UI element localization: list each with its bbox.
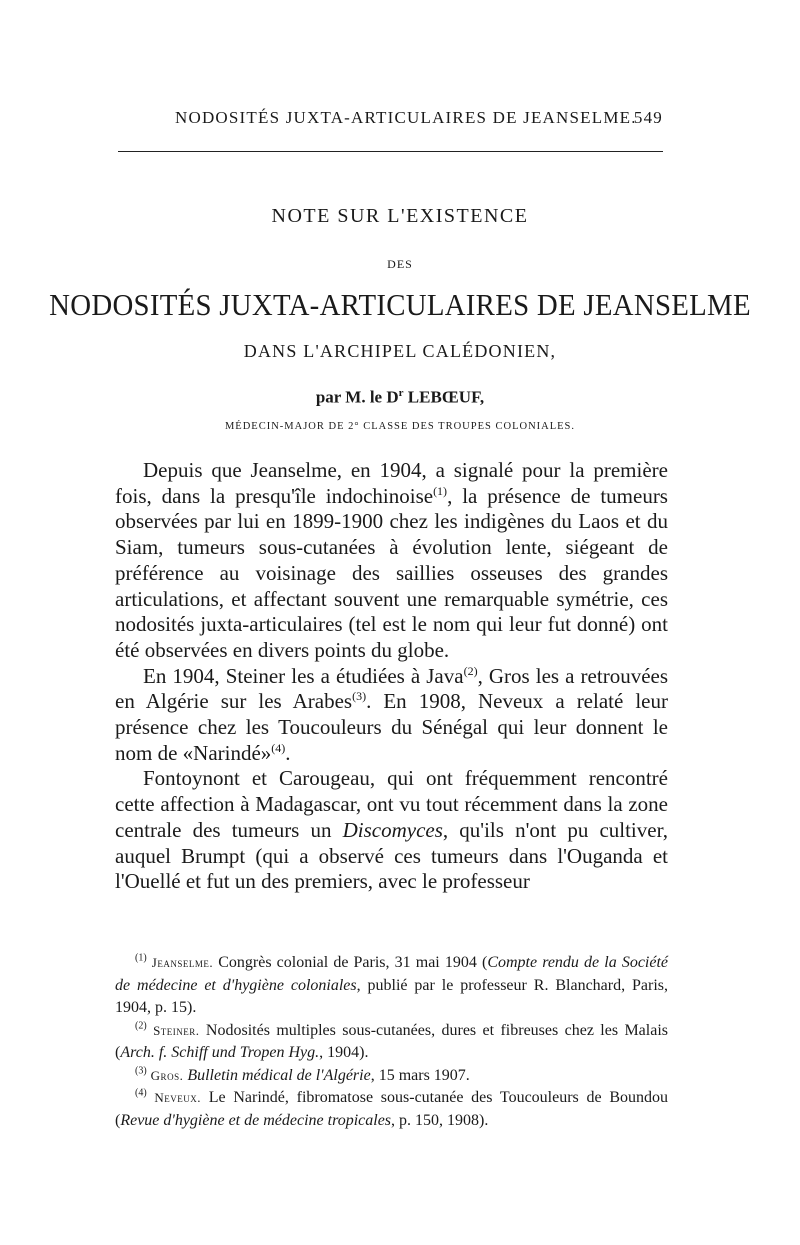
footnote-2-italic: Arch. f. Schiff und Tropen Hyg.: [120, 1044, 320, 1061]
p3-italic: Discomyces: [342, 817, 443, 842]
footnote-2-text-a: Nodosités multiples sous-cutanées, dures et fibreuses chez les Malais (: [115, 1021, 669, 1061]
footnote-1: [115, 952, 668, 1020]
running-head-title: NODOSITÉS JUXTA-ARTICULAIRES DE JEANSELME.: [175, 108, 637, 127]
footnote-3-italic: Bulletin médical de l'Algérie: [183, 1066, 371, 1084]
footnote-1-text-b: , publié par le professeur R. Blanchard, Paris, 1904, p. 15).: [115, 976, 668, 1016]
author-line: [0, 387, 800, 408]
page-number: 549: [633, 108, 663, 127]
title-line-4: DANS L'ARCHIPEL CALÉDONIEN,: [243, 341, 557, 361]
footnotes: [115, 952, 668, 1132]
footnote-3: [115, 1065, 668, 1088]
footnote-ref-4: (4): [271, 740, 286, 755]
title-line-1: NOTE SUR L'EXISTENCE: [271, 205, 529, 227]
paragraph-1: [115, 458, 668, 664]
footnote-4-text-b: , p. 150, 1908).: [391, 1111, 489, 1129]
p3-text-b: , qu'ils n'ont pu cultiver, auquel Brumpt (qui a observé ces tumeurs dans l'Ouganda et l'Ouellé et fut un des premiers, avec le professeur: [115, 817, 668, 894]
header-rule: [118, 151, 663, 152]
author-rank: MÉDECIN-MAJOR DE 2° CLASSE DES TROUPES COLONIALES.: [224, 421, 576, 432]
footnote-ref-3: (3): [352, 689, 367, 704]
p1-text-a: Depuis que Jeanselme, en 1904, a signalé pour la première fois, dans la presqu'île indochinoise: [115, 458, 668, 508]
footnote-1-italic: Compte rendu de la Société de médecine et d'hygiène coloniales: [115, 954, 669, 994]
footnote-4-text-a: Le Narindé, fibromatose sous-cutanée des Toucouleurs de Boundou (: [115, 1089, 668, 1129]
p2-text-d: .: [285, 740, 291, 765]
footnote-1-text-a: Congrès colonial de Paris, 31 mai 1904 (: [213, 954, 488, 971]
footnote-4-author: Neveux.: [154, 1090, 202, 1105]
footnote-ref-2: (2): [463, 663, 478, 678]
paragraph-2: [115, 664, 668, 767]
footnote-2: [115, 1020, 668, 1065]
footnote-ref-1: (1): [433, 483, 448, 498]
footnote-3-author: Gros.: [150, 1067, 184, 1083]
footnote-2-number: (2): [135, 1020, 147, 1032]
footnote-2-text-b: , 1904).: [319, 1044, 369, 1061]
footnote-1-author: Jeanselme.: [151, 955, 214, 970]
body-text: [115, 458, 668, 895]
author-sup: r: [398, 387, 404, 399]
footnote-3-number: (3): [135, 1065, 147, 1077]
p2-text-a: En 1904, Steiner les a étudiées à Java: [143, 663, 464, 688]
footnote-4-italic: Revue d'hygiène et de médecine tropicales: [120, 1111, 392, 1129]
paragraph-3: [115, 766, 668, 895]
footnote-4: [115, 1087, 668, 1132]
p3-text-a: Fontoynont et Carougeau, qui ont fréquemment rencontré cette affection à Madagascar, ont vu tout récemment dans la zone centrale des tumeurs un: [115, 766, 668, 842]
footnote-3-text-b: , 15 mars 1907.: [370, 1066, 470, 1084]
footnote-4-number: (4): [135, 1087, 147, 1099]
p2-text-b: , Gros les a retrouvées en Algérie sur les Arabes: [115, 663, 669, 714]
p2-text-c: . En 1908, Neveux a relaté leur présence chez les Toucouleurs du Sénégal qui leur donnent le nom de «Narindé»: [115, 689, 668, 765]
author-prefix: par M. le D: [315, 387, 399, 407]
author-name: LEBŒUF,: [403, 387, 485, 407]
p1-text-b: , la présence de tumeurs observées par lui en 1899-1900 chez les indigènes du Laos et du Siam, tumeurs sous-cutanées à évolution lente, siégeant de préférence au voisinage des saillies osseuses des grandes articulations, et affectant souvent une remarquable symétrie, ces nodosités juxta-articulaires (tel est le nom qui leur fut donné) ont été observées en divers points du globe.: [115, 483, 668, 662]
footnote-1-number: (1): [135, 952, 147, 964]
title-main: NODOSITÉS JUXTA-ARTICULAIRES DE JEANSELME: [49, 287, 751, 322]
title-line-2: DES: [387, 257, 413, 271]
footnote-2-author: Steiner.: [153, 1022, 200, 1038]
